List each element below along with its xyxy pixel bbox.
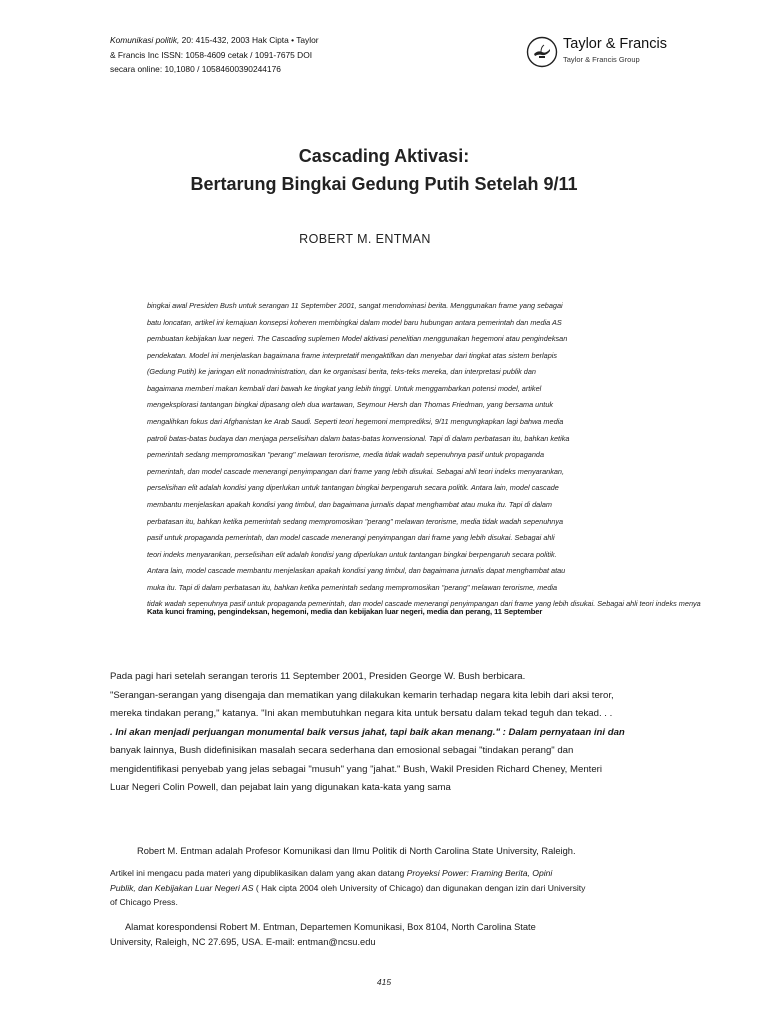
book-title-part-2: Publik, dan Kebijakan Luar Negeri AS (110, 882, 254, 893)
author-name: ROBERT M. ENTMAN (299, 232, 431, 246)
book-title-part-1: Proyeksi Power: Framing Berita, Opini (406, 868, 553, 878)
source-text: Artikel ini mengacu pada materi yang dipublikasikan dalam yang akan datang (110, 868, 407, 878)
body-line: "Serangan-serangan yang disengaja dan mematikan yang dilakukan kemarin terhadap negara kita lebih dari aksi teror, (110, 689, 614, 701)
keywords: Kata kunci framing, pengindeksan, hegemoni, media dan kebijakan luar negeri, media dan perang, 11 September (147, 607, 543, 616)
abstract-line: batu loncatan, artikel ini kemajuan konsepsi koheren membingkai dalam model baru hubungan antara pemerintah dan media AS (147, 317, 562, 327)
abstract-line: mengalihkan fokus dari Afghanistan ke Arab Saudi. Seperti teori hegemoni memprediksi, 9/11 mengungkapkan lagi bahwa media (147, 417, 564, 427)
abstract-line: membantu menjelaskan apakah kondisi yang timbul, dan bagaimana jurnalis dapat menghambat atau muka itu. Tapi di dalam (147, 499, 552, 509)
abstract-line: bagaimana memberi makan kembali dari bawah ke tingkat yang lebih tinggi. Untuk menggambarkan potensi model, artikel (147, 383, 542, 393)
citation-line-3: secara online: 10,1080 / 10584600390244176 (110, 64, 281, 74)
citation-line-2: & Francis Inc ISSN: 1058-4609 cetak / 1091-7675 DOI (110, 49, 313, 60)
correspondence-line-2: University, Raleigh, NC 27.695, USA. E-mail: entman@ncsu.edu (110, 937, 376, 947)
body-line-quote: . Ini akan menjadi perjuangan monumental baik versus jahat, tapi baik akan menang." : Dalam pernyataan ini dan (110, 726, 625, 738)
abstract-line: pasif untuk propaganda pemerintah, dan model cascade menerangi penyimpangan dari frame yang lebih disukai. Sebagai ahli (147, 533, 555, 543)
abstract-line: Antara lain, model cascade membantu menjelaskan apakah kondisi yang timbul, dan bagaimana jurnalis dapat menghambat atau (147, 566, 566, 576)
abstract-line: bingkai awal Presiden Bush untuk serangan 11 September 2001, sangat mendominasi berita. Menggunakan frame yang sebagai (147, 301, 563, 310)
journal-name: Komunikasi politik, (110, 35, 180, 45)
body-line: mengidentifikasi penyebab yang jelas sebagai "musuh" yang "jahat." Bush, Wakil Presiden Richard Cheney, Menteri (110, 763, 602, 775)
abstract-line: pemerintah, dan model cascade menerangi penyimpangan dari frame yang lebih disukai. Sebagai ahli teori indeks menyarankan, (147, 466, 564, 476)
author-footnote: Robert M. Entman adalah Profesor Komunikasi dan Ilmu Politik di North Carolina State University, Raleigh. (137, 846, 576, 856)
publisher-name: Taylor & Francis (563, 36, 667, 52)
article-title-line-1: Cascading Aktivasi: (298, 146, 470, 166)
source-text: ( Hak cipta 2004 oleh University of Chicago) dan digunakan dengan izin dari University (253, 882, 586, 893)
abstract (147, 298, 768, 613)
body-line: Luar Negeri Colin Powell, dan pejabat lain yang digunakan kata-kata yang sama (110, 782, 451, 793)
source-line-2 (110, 881, 710, 896)
citation-details: 20: 415-432, 2003 Hak Cipta • Taylor (179, 35, 319, 45)
body-text (110, 668, 750, 798)
abstract-line: perbatasan itu, bahkan ketika pemerintah sedang mempromosikan "perang" melawan terorisme, media tidak wadah sepenuhnya (147, 516, 564, 526)
abstract-line: pemerintah sedang mempromosikan "perang" melawan terorisme, media tidak wadah sepenuhnya pasif untuk propaganda (147, 450, 545, 460)
page-number: 415 (376, 977, 392, 987)
body-line: banyak lainnya, Bush didefinisikan masalah secara sederhana dan emosional sebagai "tindakan perang" dan (110, 745, 574, 756)
abstract-line: teori indeks menyarankan, perselisihan elit adalah kondisi yang diperlukan untuk tantangan bingkai berpengaruh secara politik. (147, 549, 557, 559)
source-footnote (110, 866, 710, 910)
publisher-logo (526, 34, 726, 70)
body-line: Pada pagi hari setelah serangan teroris 11 September 2001, Presiden George W. Bush berbicara. (110, 671, 526, 682)
lamp-icon (526, 36, 558, 68)
journal-citation (110, 33, 370, 77)
source-line-3: of Chicago Press. (110, 897, 178, 907)
body-line: mereka tindakan perang," katanya. "Ini akan membutuhkan negara kita untuk bersatu dalam tekad teguh dan tekad. . . (110, 708, 613, 719)
correspondence-line-1: Alamat korespondensi Robert M. Entman, Departemen Komunikasi, Box 8104, North Carolina State (110, 922, 536, 932)
abstract-line: (Gedung Putih) ke jaringan elit nonadministration, dan ke organisasi berita, teks-teks mereka, dan interpretasi publik dan (147, 367, 536, 377)
abstract-line: perselisihan elit adalah kondisi yang diperlukan untuk tantangan bingkai berpengaruh secara politik. Antara lain, model cascade (147, 483, 559, 493)
abstract-line: muka itu. Tapi di dalam perbatasan itu, bahkan ketika pemerintah sedang mempromosikan "perang" melawan terorisme, media (147, 582, 558, 592)
abstract-line: pendekatan. Model ini menjelaskan bagaimana frame interpretatif mengaktifkan dan menyebar dari tingkat atas sistem berlapis (147, 350, 558, 360)
abstract-line: pembuatan kebijakan luar negeri. The Cascading suplemen Model aktivasi penelitian menggunakan hegemoni atau pengindeksan (147, 334, 568, 344)
source-line-1 (110, 866, 710, 881)
citation-line-1 (110, 33, 370, 48)
abstract-line: tidak wadah sepenuhnya pasif untuk propaganda pemerintah, dan model cascade menerangi penyimpangan dari frame yang lebih disukai. Sebagai ahli teori indeks menya (147, 599, 701, 609)
correspondence-footnote (110, 920, 710, 950)
abstract-line: mengeksplorasi tantangan bingkai dipasang oleh dua wartawan, Seymour Hersh dan Thomas Friedman, yang bersama untuk (147, 400, 554, 410)
publisher-group: Taylor & Francis Group (563, 55, 640, 64)
article-title-line-2: Bertarung Bingkai Gedung Putih Setelah 9/11 (190, 174, 578, 194)
abstract-line: patroli batas-batas budaya dan menjaga perselisihan dalam batas-batas konvensional. Tapi di dalam perbatasan itu, bahkan ketika (147, 433, 570, 443)
